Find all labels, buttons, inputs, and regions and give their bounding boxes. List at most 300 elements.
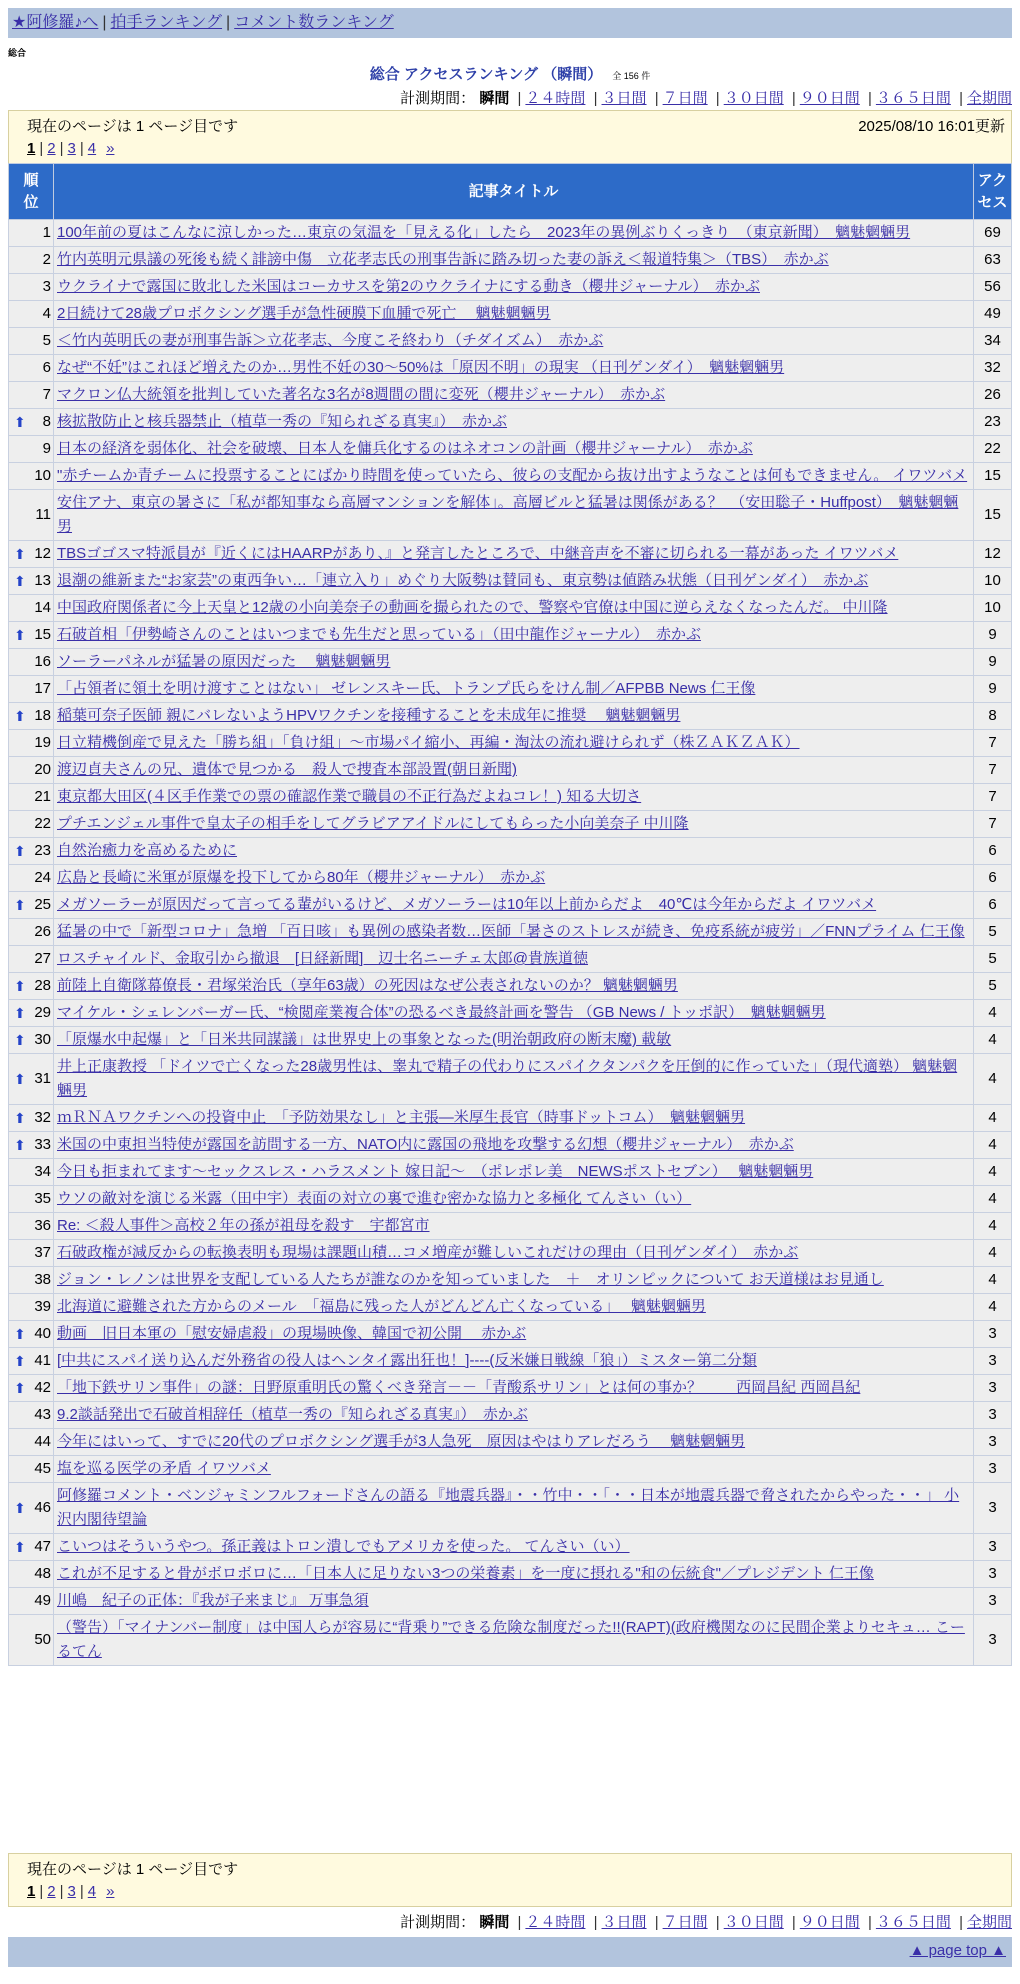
ranking-row <box>9 328 1012 355</box>
article-title-link[interactable]: 「占領者に領土を明け渡すことはない」 ゼレンスキー氏、トランプ氏らをけん制／AFPBB News 仁王像 <box>57 680 756 697</box>
access-count: 5 <box>974 946 1012 973</box>
rank-up-arrow-icon: ⬆ <box>14 1380 26 1396</box>
pager-link[interactable]: 4 <box>87 140 97 157</box>
ranking-row <box>9 1186 1012 1213</box>
ranking-row <box>9 1000 1012 1027</box>
period-option[interactable]: ３６５日間 <box>875 90 951 107</box>
period-option[interactable]: ３６５日間 <box>875 1914 951 1931</box>
ranking-row <box>9 892 1012 919</box>
period-option[interactable]: ３０日間 <box>723 90 784 107</box>
access-count: 3 <box>974 1321 1012 1348</box>
access-count: 9 <box>974 649 1012 676</box>
access-count: 3 <box>974 1456 1012 1483</box>
article-title-link[interactable]: 井上正康教授 「ドイツで亡くなった28歳男性は、睾丸で精子の代わりにスパイクタンパクを圧倒的に作っていた」（現代適塾） 魑魅魍魎男 <box>57 1058 958 1099</box>
ranking-row <box>9 1054 1012 1105</box>
rank-up-arrow-icon: ⬆ <box>14 1326 26 1342</box>
ranking-row <box>9 703 1012 730</box>
rank-cell <box>9 1054 54 1105</box>
title-cell <box>54 1429 974 1456</box>
title-cell <box>54 355 974 382</box>
title-cell <box>54 784 974 811</box>
access-count: 5 <box>974 919 1012 946</box>
rank-number: 8 <box>42 413 51 430</box>
article-title-link[interactable]: ウソの敵対を演じる米露（田中宇）表面の対立の裏で進む密かな協力と多極化 てんさい（い） <box>57 1190 692 1207</box>
rank-cell <box>9 1159 54 1186</box>
access-count: 6 <box>974 865 1012 892</box>
rank-cell <box>9 1267 54 1294</box>
title-cell <box>54 382 974 409</box>
ranking-row <box>9 274 1012 301</box>
rank-cell <box>9 622 54 649</box>
rank-number: 46 <box>34 1499 51 1516</box>
article-title-link[interactable]: 9.2談話発出で石破首相辞任（植草一秀の『知られざる真実』） 赤かぶ <box>57 1406 528 1423</box>
article-title-link[interactable]: （警告）「マイナンバー制度」は中国人らが容易に“背乗り”できる危険な制度だった!!(RAPT)(政府機関なのに民間企業よりセキュ… こーるてん <box>57 1619 965 1660</box>
article-title-link[interactable]: マクロン仏大統領を批判していた著名な3名が8週間の間に変死（櫻井ジャーナル） 赤かぶ <box>57 386 666 403</box>
article-title-link[interactable]: 今日も拒まれてます～セックスレス・ハラスメント 嫁日記～ （ポレポレ美 NEWSポストセブン） 魑魅魍魎男 <box>57 1163 814 1180</box>
title-cell <box>54 1294 974 1321</box>
rank-up-arrow-icon: ⬆ <box>14 1137 26 1153</box>
rank-cell <box>9 649 54 676</box>
pager-current[interactable]: 1 <box>27 1883 36 1900</box>
ranking-row <box>9 1027 1012 1054</box>
pager-link[interactable]: 4 <box>87 1883 97 1900</box>
access-count: 34 <box>974 328 1012 355</box>
rank-up-arrow-icon: ⬆ <box>14 843 26 859</box>
rank-cell <box>9 1375 54 1402</box>
article-title-link[interactable]: 東京都大田区(４区手作業での票の確認作業で職員の不正行為だよねコレ！) 知る大切さ <box>57 788 642 805</box>
rank-up-arrow-icon: ⬆ <box>14 978 26 994</box>
ranking-row <box>9 622 1012 649</box>
article-title-link[interactable]: なぜ“不妊”はこれほど増えたのか…男性不妊の30～50%は「原因不明」の現実 （日刊ゲンダイ） 魑魅魍魎男 <box>57 359 785 376</box>
article-title-link[interactable]: 100年前の夏はこんなに涼しかった…東京の気温を「見える化」したら 2023年の異例ぶりくっきり （東京新聞） 魑魅魍魎男 <box>57 224 911 241</box>
period-option[interactable]: ３日間 <box>601 1914 647 1931</box>
rank-number: 44 <box>34 1433 51 1450</box>
article-title-link[interactable]: ソーラーパネルが猛暑の原因だった 魑魅魍魎男 <box>57 653 391 670</box>
rank-number: 21 <box>34 788 51 805</box>
period-selector: 計測期間： 瞬間 | ２４時間 | ３日間 | ７日間 | ３０日間 | ９０日間 | ３６５日間 | 全期間 <box>400 90 1012 107</box>
rank-number: 43 <box>34 1406 51 1423</box>
title-cell <box>54 490 974 541</box>
category-label: 総合 <box>8 48 27 58</box>
title-cell <box>54 1105 974 1132</box>
article-title-link[interactable]: Re: ＜殺人事件＞高校２年の孫が祖母を殺す 宇都宮市 <box>57 1217 430 1234</box>
article-title-link[interactable]: 石破政権が減反からの転換表明も現場は課題山積…コメ増産が難しいこれだけの理由（日刊ゲンダイ） 赤かぶ <box>57 1244 799 1261</box>
article-title-link[interactable]: 渡辺貞夫さんの兄、遺体で見つかる 殺人で捜査本部設置(朝日新聞) <box>57 761 517 778</box>
article-title-link[interactable]: TBSゴゴスマ特派員が『近くにはHAARPがあり、』と発言したところで、中継音声を不審に切られる一幕があった イワツバメ <box>57 545 899 562</box>
access-count: 9 <box>974 676 1012 703</box>
rank-number: 13 <box>34 572 51 589</box>
rank-cell <box>9 541 54 568</box>
title-cell <box>54 1186 974 1213</box>
rank-cell <box>9 247 54 274</box>
article-title-link[interactable]: 2日続けて28歳プロボクシング選手が急性硬膜下血腫で死亡 魑魅魍魎男 <box>57 305 551 322</box>
rank-cell <box>9 463 54 490</box>
rank-number: 50 <box>34 1631 51 1648</box>
period-option[interactable]: ３日間 <box>601 90 647 107</box>
access-count: 6 <box>974 892 1012 919</box>
article-title-link[interactable]: 米国の中東担当特使が露国を訪問する一方、NATO内に露国の飛地を攻撃する幻想（櫻井ジャーナル） 赤かぶ <box>57 1136 794 1153</box>
access-count: 4 <box>974 1105 1012 1132</box>
title-cell <box>54 892 974 919</box>
access-count: 10 <box>974 595 1012 622</box>
rank-number: 40 <box>34 1325 51 1342</box>
rank-cell <box>9 409 54 436</box>
ranking-row <box>9 541 1012 568</box>
ranking-row <box>9 436 1012 463</box>
rank-number: 32 <box>34 1109 51 1126</box>
ranking-row <box>9 220 1012 247</box>
title-cell <box>54 595 974 622</box>
rank-up-arrow-icon: ⬆ <box>14 897 26 913</box>
rank-cell <box>9 1483 54 1534</box>
period-current: 瞬間 <box>479 1914 510 1931</box>
rank-cell <box>9 1348 54 1375</box>
access-count: 56 <box>974 274 1012 301</box>
article-title-link[interactable]: 安住アナ、東京の暑さに「私が都知事なら高層マンションを解体」。高層ビルと猛暑は関係がある？ （安田聡子・Huffpost） 魑魅魍魎男 <box>57 494 959 535</box>
title-cell <box>54 703 974 730</box>
ranking-row <box>9 382 1012 409</box>
rank-number: 9 <box>42 440 51 457</box>
title-cell <box>54 1321 974 1348</box>
ranking-row <box>9 973 1012 1000</box>
period-option[interactable]: ３０日間 <box>723 1914 784 1931</box>
rank-cell <box>9 1321 54 1348</box>
period-current: 瞬間 <box>479 90 510 107</box>
rank-number: 1 <box>42 224 51 241</box>
rank-cell <box>9 436 54 463</box>
rank-number: 36 <box>34 1217 51 1234</box>
rank-cell <box>9 892 54 919</box>
top-nav-bar <box>8 8 1012 38</box>
rank-cell <box>9 1213 54 1240</box>
access-count: 26 <box>974 382 1012 409</box>
article-title-link[interactable]: ウクライナで露国に敗北した米国はコーカサスを第2のウクライナにする動き（櫻井ジャーナル） 赤かぶ <box>57 278 760 295</box>
title-cell <box>54 730 974 757</box>
access-count: 4 <box>974 1132 1012 1159</box>
rank-cell <box>9 730 54 757</box>
title-cell <box>54 409 974 436</box>
article-title-link[interactable]: [中共にスパイ送り込んだ外務省の役人はヘンタイ露出狂也！]----(反米嫌日戦線「狼」）ミスター第二分類 <box>57 1352 757 1369</box>
rank-cell <box>9 811 54 838</box>
rank-cell <box>9 355 54 382</box>
title-cell <box>54 1267 974 1294</box>
access-count: 3 <box>974 1615 1012 1666</box>
title-column-header: 記事タイトル <box>54 164 974 220</box>
rank-number: 41 <box>34 1352 51 1369</box>
article-title-link[interactable]: 日本の経済を弱体化、社会を破壊、日本人を傭兵化するのはネオコンの計画（櫻井ジャーナル） 赤かぶ <box>57 440 753 457</box>
article-title-link[interactable]: 中国政府関係者に今上天皇と12歳の小向美奈子の動画を撮られたので、警察や官僚は中国に逆らえなくなったんだ。 中川隆 <box>57 599 888 616</box>
access-count: 7 <box>974 730 1012 757</box>
article-title-link[interactable]: 川嶋 紀子の正体：『我が子来まじ』 万事急須 <box>57 1592 369 1609</box>
title-cell <box>54 274 974 301</box>
period-option[interactable]: ９０日間 <box>799 90 860 107</box>
rank-cell <box>9 1240 54 1267</box>
article-title-link[interactable]: 動画 旧日本軍の「慰安婦虐殺」の現場映像、韓国で初公開 赤かぶ <box>57 1325 527 1342</box>
comment-ranking-link[interactable]: コメント数ランキング <box>234 14 394 31</box>
nav-separator: | <box>102 14 107 31</box>
rank-cell <box>9 865 54 892</box>
page-top-link[interactable]: ▲ page top ▲ <box>909 1942 1006 1959</box>
rank-number: 31 <box>34 1070 51 1087</box>
ranking-row <box>9 568 1012 595</box>
rank-number: 3 <box>42 278 51 295</box>
access-count: 3 <box>974 1561 1012 1588</box>
rank-number: 23 <box>34 842 51 859</box>
rank-cell <box>9 946 54 973</box>
rank-number: 27 <box>34 950 51 967</box>
access-count: 5 <box>974 973 1012 1000</box>
article-title-link[interactable]: プチエンジェル事件で皇太子の相手をしてグラビアアイドルにしてもらった小向美奈子 中川隆 <box>57 815 689 832</box>
rank-column-header: 順位 <box>9 164 54 220</box>
article-title-link[interactable]: メガソーラーが原因だって言ってる輩がいるけど、メガソーラーは10年以上前からだよ 40℃は今年からだよ イワツバメ <box>57 896 877 913</box>
ranking-row <box>9 409 1012 436</box>
access-count: 3 <box>974 1375 1012 1402</box>
period-selector-bottom: 計測期間： 瞬間 | ２４時間 | ３日間 | ７日間 | ３０日間 | ９０日間 | ３６５日間 | 全期間 <box>400 1914 1012 1931</box>
rank-number: 37 <box>34 1244 51 1261</box>
access-count: 15 <box>974 490 1012 541</box>
article-title-link[interactable]: ジョン・レノンは世界を支配している人たちが誰なのかを知っていました ＋ オリンピックについて お天道様はお見通し <box>57 1271 884 1288</box>
rank-cell <box>9 274 54 301</box>
ranking-row <box>9 676 1012 703</box>
rank-number: 17 <box>34 680 51 697</box>
rank-number: 25 <box>34 896 51 913</box>
article-title-link[interactable]: 塩を巡る医学の矛盾 イワツバメ <box>57 1460 271 1477</box>
rank-cell <box>9 1456 54 1483</box>
title-cell <box>54 1000 974 1027</box>
access-count: 3 <box>974 1429 1012 1456</box>
access-count: 6 <box>974 838 1012 865</box>
rank-cell <box>9 1294 54 1321</box>
ranking-row <box>9 784 1012 811</box>
rank-number: 19 <box>34 734 51 751</box>
rank-number: 12 <box>34 545 51 562</box>
title-cell <box>54 622 974 649</box>
page-title: 総合 アクセスランキング （瞬間） <box>369 66 603 83</box>
pager-bottom: 1 | 2 | 3 | 4 » <box>27 1883 115 1900</box>
article-title-link[interactable]: "赤チームか青チームに投票することにばかり時間を使っていたら、彼らの支配から抜け出すようなことは何もできません。 イワツバメ <box>57 467 968 484</box>
pager-link[interactable]: 3 <box>67 1883 76 1900</box>
rank-number: 6 <box>42 359 51 376</box>
article-title-link[interactable]: 「地下鉄サリン事件」の謎：日野原重明氏の驚くべき発言－－「青酸系サリン」とは何の事か？ 西岡昌紀 西岡昌紀 <box>57 1379 861 1396</box>
period-option[interactable]: ７日間 <box>662 90 708 107</box>
ranking-row <box>9 1483 1012 1534</box>
title-cell <box>54 973 974 1000</box>
rank-cell <box>9 220 54 247</box>
title-cell <box>54 1375 974 1402</box>
period-option[interactable]: 全期間 <box>966 90 1012 107</box>
article-title-link[interactable]: 竹内英明元県議の死後も続く誹謗中傷 立花孝志氏の刑事告訴に踏み切った妻の訴え＜報道特集＞（TBS） 赤かぶ <box>57 251 829 268</box>
rank-number: 10 <box>34 467 51 484</box>
article-title-link[interactable]: 退潮の維新また“お家芸”の東西争い…「連立入り」めぐり大阪勢は賛同も、東京勢は値踏み状態（日刊ゲンダイ） 赤かぶ <box>57 572 869 589</box>
rank-number: 7 <box>42 386 51 403</box>
rank-cell <box>9 1561 54 1588</box>
rank-up-arrow-icon: ⬆ <box>14 1353 26 1369</box>
title-cell <box>54 649 974 676</box>
article-title-link[interactable]: ロスチャイルド、金取引から撤退 [日経新聞] 辺士名ニーチェ太郎@貴族道徳 <box>57 950 589 967</box>
ranking-row <box>9 811 1012 838</box>
ranking-row <box>9 1159 1012 1186</box>
rank-number: 14 <box>34 599 51 616</box>
title-cell <box>54 436 974 463</box>
title-cell <box>54 328 974 355</box>
pager-current[interactable]: 1 <box>27 140 36 157</box>
article-title-link[interactable]: 阿修羅コメント・ベンジャミンフルフォードさんの語る『地震兵器』・・竹中・・「・・日本が地震兵器で脅されたからやった・・」 小沢内閣待望論 <box>57 1487 960 1528</box>
title-cell <box>54 838 974 865</box>
rank-cell <box>9 328 54 355</box>
rank-number: 5 <box>42 332 51 349</box>
title-cell <box>54 1213 974 1240</box>
bottom-bar <box>8 1937 1012 1967</box>
access-count: 3 <box>974 1483 1012 1534</box>
access-count: 7 <box>974 757 1012 784</box>
rank-cell <box>9 1000 54 1027</box>
ranking-row <box>9 1132 1012 1159</box>
rank-number: 49 <box>34 1592 51 1609</box>
article-title-link[interactable]: 稲葉可奈子医師 親にバレないようHPVワクチンを接種することを未成年に推奨 魑魅魍魎男 <box>57 707 681 724</box>
rank-number: 38 <box>34 1271 51 1288</box>
pager-next[interactable]: » <box>106 140 115 157</box>
title-cell <box>54 463 974 490</box>
article-title-link[interactable]: 広島と長崎に米軍が原爆を投下してから80年（櫻井ジャーナル） 赤かぶ <box>57 869 546 886</box>
rank-number: 29 <box>34 1004 51 1021</box>
period-option[interactable]: 全期間 <box>966 1914 1012 1931</box>
ranking-row <box>9 919 1012 946</box>
title-cell <box>54 1402 974 1429</box>
article-title-link[interactable]: こいつはそういうやつ。孫正義はトロン潰しでもアメリカを使った。 てんさい（い） <box>57 1538 630 1555</box>
rank-number: 35 <box>34 1190 51 1207</box>
title-cell <box>54 811 974 838</box>
period-option[interactable]: ２４時間 <box>525 1914 586 1931</box>
rank-number: 11 <box>35 506 51 523</box>
rank-cell <box>9 1534 54 1561</box>
access-column-header: アクセス <box>974 164 1012 220</box>
access-count: 4 <box>974 1027 1012 1054</box>
ranking-row <box>9 1213 1012 1240</box>
current-page-text: 現在のページは 1 ページ目です <box>27 1861 239 1878</box>
title-cell <box>54 865 974 892</box>
ranking-row <box>9 1615 1012 1666</box>
title-cell <box>54 1240 974 1267</box>
rank-cell <box>9 973 54 1000</box>
current-page-text: 現在のページは 1 ページ目です <box>27 118 239 135</box>
title-cell <box>54 676 974 703</box>
title-cell <box>54 220 974 247</box>
ranking-row <box>9 1240 1012 1267</box>
title-cell <box>54 247 974 274</box>
rank-cell <box>9 301 54 328</box>
article-title-link[interactable]: これが不足すると骨がボロボロに…「日本人に足りない3つの栄養素」を一度に摂れる"和の伝統食"／プレジデント 仁王像 <box>57 1565 874 1582</box>
rank-up-arrow-icon: ⬆ <box>14 1110 26 1126</box>
period-option[interactable]: ７日間 <box>662 1914 708 1931</box>
access-count: 3 <box>974 1402 1012 1429</box>
ranking-row <box>9 1561 1012 1588</box>
access-count: 3 <box>974 1588 1012 1615</box>
article-title-link[interactable]: マイケル・シェレンバーガー氏、“検閲産業複合体”の恐るべき最終計画を警告 （GB News / トッポ訳） 魑魅魍魎男 <box>57 1004 826 1021</box>
article-title-link[interactable]: 猛暑の中で「新型コロナ」急増 「百日咳」も異例の感染者数…医師「暑さのストレスが続き、免疫系統が疲労」／FNNプライム 仁王像 <box>57 923 965 940</box>
article-title-link[interactable]: 石破首相「伊勢崎さんのことはいつまでも先生だと思っている」（田中龍作ジャーナル） 赤かぶ <box>57 626 701 643</box>
rank-number: 47 <box>34 1538 51 1555</box>
pager-link[interactable]: 2 <box>47 1883 56 1900</box>
ranking-row <box>9 595 1012 622</box>
ranking-table <box>8 163 1012 1666</box>
rank-up-arrow-icon: ⬆ <box>14 1005 26 1021</box>
pager-next[interactable]: » <box>106 1883 115 1900</box>
access-count: 9 <box>974 622 1012 649</box>
clap-ranking-link[interactable]: 拍手ランキング <box>110 14 223 31</box>
access-count: 4 <box>974 1054 1012 1105</box>
rank-number: 15 <box>34 626 51 643</box>
ranking-row <box>9 1375 1012 1402</box>
period-option[interactable]: ９０日間 <box>799 1914 860 1931</box>
article-title-link[interactable]: 核拡散防止と核兵器禁止（植草一秀の『知られざる真実』） 赤かぶ <box>57 413 508 430</box>
period-label: 計測期間： <box>400 1914 476 1931</box>
rank-up-arrow-icon: ⬆ <box>14 708 26 724</box>
access-count: 3 <box>974 1348 1012 1375</box>
title-cell <box>54 1483 974 1534</box>
article-title-link[interactable]: 自然治癒力を高めるために <box>57 842 238 859</box>
article-title-link[interactable]: 「原爆水中起爆」と「日米共同謀議」は世界史上の事象となった(明治朝政府の断末魔) 載敏 <box>57 1031 672 1048</box>
access-count: 22 <box>974 436 1012 463</box>
rank-number: 42 <box>34 1379 51 1396</box>
nav-separator: | <box>226 14 231 31</box>
title-cell <box>54 301 974 328</box>
rank-cell <box>9 490 54 541</box>
ranking-row <box>9 865 1012 892</box>
rank-up-arrow-icon: ⬆ <box>14 1539 26 1555</box>
title-cell <box>54 946 974 973</box>
rank-up-arrow-icon: ⬆ <box>14 546 26 562</box>
rank-cell <box>9 1429 54 1456</box>
article-title-link[interactable]: 北海道に避難された方からのメール 「福島に残った人がどんどん亡くなっている」 魑魅魍魎男 <box>57 1298 706 1315</box>
article-title-link[interactable]: 日立精機倒産で見えた「勝ち組」「負け組」～市場パイ縮小、再編・淘汰の流れ避けられず（株ＺＡＫＺＡＫ） <box>57 734 800 751</box>
pager-link[interactable]: 3 <box>67 140 76 157</box>
ranking-row <box>9 247 1012 274</box>
rank-number: 2 <box>42 251 51 268</box>
article-title-link[interactable]: 前陸上自衛隊幕僚長・君塚栄治氏（享年63歳）の死因はなぜ公表されないのか？ 魑魅魍魎男 <box>57 977 678 994</box>
rank-cell <box>9 1186 54 1213</box>
ranking-row <box>9 301 1012 328</box>
access-count: 3 <box>974 1534 1012 1561</box>
ranking-row <box>9 730 1012 757</box>
rank-number: 34 <box>34 1163 51 1180</box>
rank-cell <box>9 784 54 811</box>
ranking-row <box>9 1321 1012 1348</box>
period-option[interactable]: ２４時間 <box>525 90 586 107</box>
rank-cell <box>9 382 54 409</box>
site-home-link[interactable]: ★阿修羅♪へ <box>12 14 99 31</box>
period-label: 計測期間： <box>400 90 476 107</box>
article-title-link[interactable]: ｍＲＮＡワクチンへの投資中止 「予防効果なし」と主張―米厚生長官（時事ドットコム） 魑魅魍魎男 <box>57 1109 746 1126</box>
ranking-row <box>9 1267 1012 1294</box>
updated-at: 2025/08/10 16:01更新 <box>858 118 1005 135</box>
rank-number: 48 <box>34 1565 51 1582</box>
article-title-link[interactable]: ＜竹内英明氏の妻が刑事告訴＞立花孝志、今度こそ終わり（チダイズム） 赤かぶ <box>57 332 604 349</box>
pager-link[interactable]: 2 <box>47 140 56 157</box>
rank-cell <box>9 676 54 703</box>
pager-top: 1 | 2 | 3 | 4 » <box>27 140 115 157</box>
rank-cell <box>9 568 54 595</box>
total-count: 全 156 件 <box>612 71 651 81</box>
page-info-top <box>8 110 1012 164</box>
ranking-row <box>9 490 1012 541</box>
rank-number: 4 <box>42 305 51 322</box>
access-count: 15 <box>974 463 1012 490</box>
rank-up-arrow-icon: ⬆ <box>14 573 26 589</box>
article-title-link[interactable]: 今年にはいって、すでに20代のプロボクシング選手が3人急死 原因はやはりアレだろう 魑魅魍魎男 <box>57 1433 746 1450</box>
access-count: 10 <box>974 568 1012 595</box>
access-count: 4 <box>974 1213 1012 1240</box>
ranking-row <box>9 1105 1012 1132</box>
